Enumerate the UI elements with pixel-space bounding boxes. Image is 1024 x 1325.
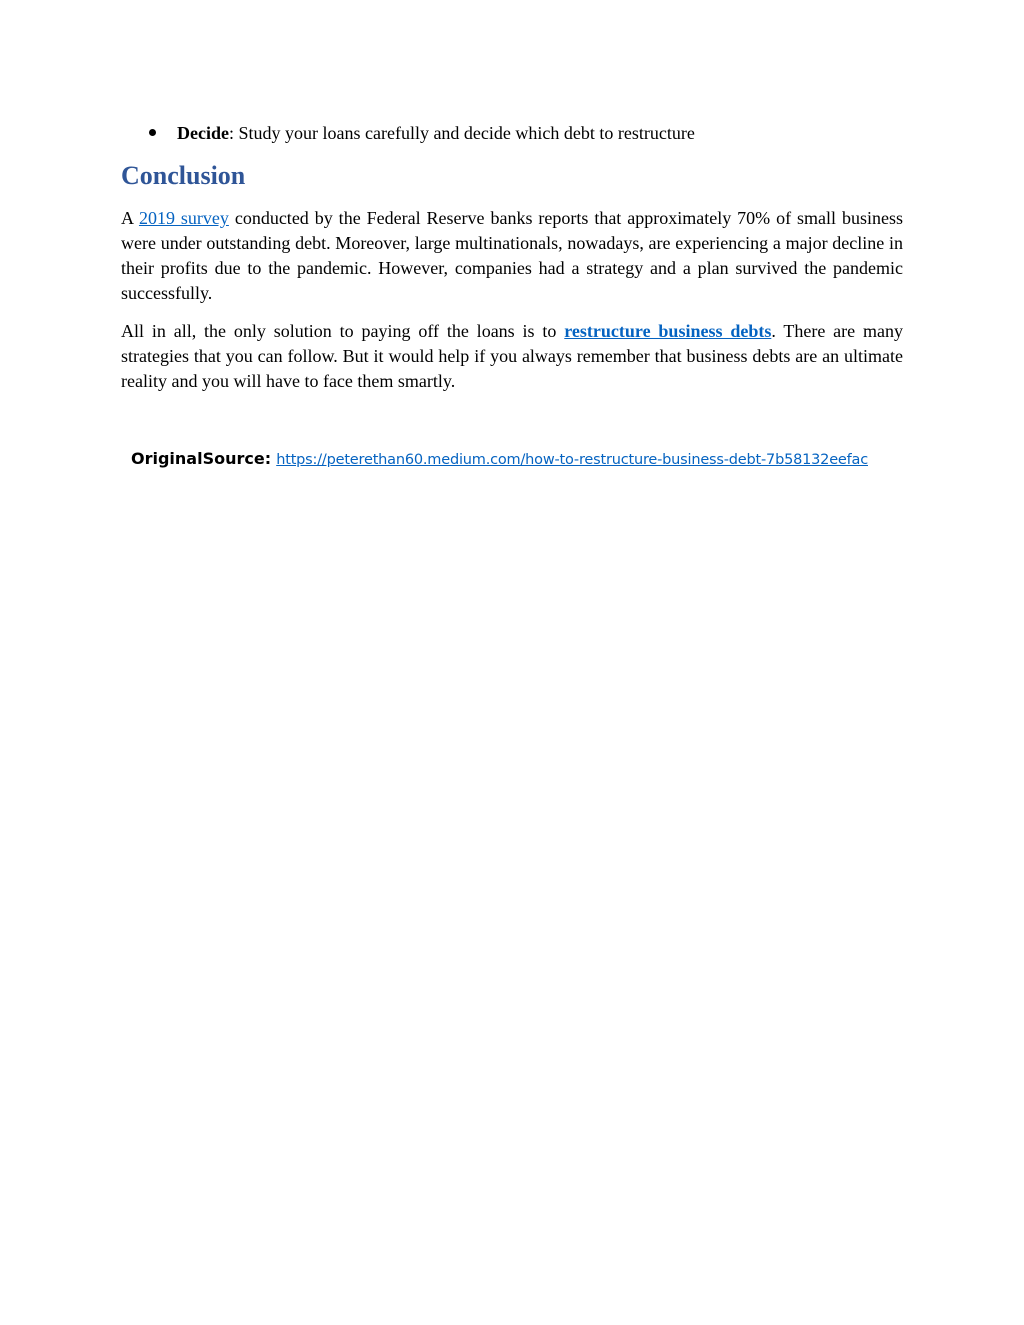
paragraph-survey: [121, 206, 903, 306]
section-heading: Conclusion: [121, 161, 246, 190]
original-source: [131, 447, 911, 472]
bullet-list-item: [149, 120, 909, 146]
paragraph-survey-prefix: A: [121, 208, 139, 228]
source-label: OriginalSource:: [131, 449, 272, 468]
survey-link[interactable]: 2019 survey: [138, 208, 229, 228]
bullet-term: Decide: [177, 123, 229, 143]
paragraph-summary-text: . There are many strategies that you can follow. But it would help if you always remember that business debts are an ultimate reality and you will have to face them smartly.: [121, 321, 903, 391]
paragraph-summary: [121, 319, 903, 394]
bullet-icon: [149, 129, 156, 136]
paragraph-summary-prefix: All in all, the only solution to paying off the loans is to: [121, 321, 565, 341]
paragraph-survey-text: conducted by the Federal Reserve banks reports that approximately 70% of small business were under outstanding debt. Moreover, large multinationals, nowadays, are experiencing a major decline in their profits due to the pandemic. However, companies had a strategy and a plan survived the pandemic successfully.: [121, 208, 903, 303]
bullet-text: : Study your loans carefully and decide which debt to restructure: [228, 123, 695, 143]
source-url-link[interactable]: https://peterethan60.medium.com/how-to-restructure-business-debt-7b58132eefac: [276, 452, 868, 468]
restructure-debts-link[interactable]: restructure business debts: [564, 321, 772, 341]
